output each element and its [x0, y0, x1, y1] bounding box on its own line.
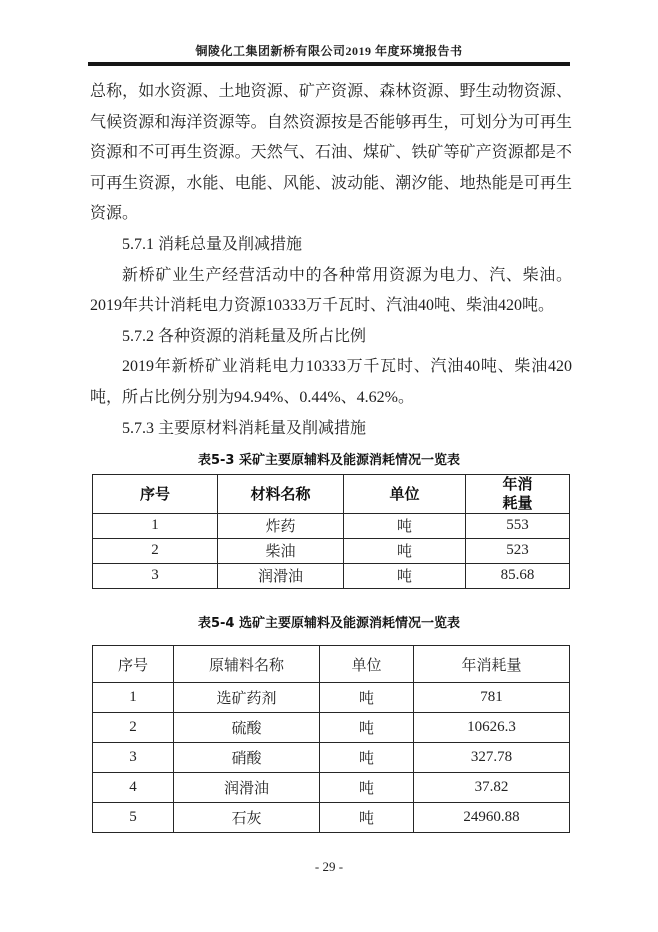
- table-5-4-caption: 表5-4 选矿主要原辅料及能源消耗情况一览表: [197, 616, 460, 631]
- document-header-title: 铜陵化工集团新桥有限公司2019 年度环境报告书: [195, 44, 463, 58]
- column-header-index: 序号: [93, 475, 218, 514]
- table-cell: 吨: [320, 803, 414, 833]
- table-cell: 24960.88: [414, 803, 570, 833]
- intro-paragraph: 总称，如水资源、土地资源、矿产资源、森林资源、野生动物资源、气候资源和海洋资源等。自然资源按是否能够再生，可划分为可再生资源和不可再生资源。天然气、石油、煤矿、铁矿等矿产资源都是不可再生资源，水能、电能、风能、波动能、潮汐能、地热能是可再生资源。: [90, 83, 572, 223]
- table-cell: 10626.3: [414, 713, 570, 743]
- table-cell: 吨: [344, 563, 466, 588]
- table-cell: 吨: [320, 743, 414, 773]
- column-header-index: 序号: [93, 646, 174, 683]
- table-5-3: [92, 474, 570, 589]
- table-row: [93, 743, 570, 773]
- paragraph-5-7-1: 新桥矿业生产经营活动中的各种常用资源为电力、汽、柴油。2019年共计消耗电力资源10333万千瓦时、汽油40吨、柴油420吨。: [90, 266, 572, 315]
- table-cell: 吨: [320, 713, 414, 743]
- table-row: [93, 803, 570, 833]
- table-cell: 2: [93, 538, 218, 563]
- table-cell: 柴油: [218, 538, 344, 563]
- table-cell: 553: [466, 513, 570, 538]
- table-cell: 327.78: [414, 743, 570, 773]
- column-header-annual-consumption: [466, 475, 570, 514]
- table-5-3-caption: 表5-3 采矿主要原辅料及能源消耗情况一览表: [197, 453, 460, 468]
- section-heading-5-7-3: 5.7.3 主要原材料消耗量及削减措施: [122, 419, 367, 437]
- table-cell: 吨: [320, 773, 414, 803]
- table-cell: 781: [414, 683, 570, 713]
- table-cell: 1: [93, 513, 218, 538]
- table-cell: 85.68: [466, 563, 570, 588]
- table-cell: 吨: [320, 683, 414, 713]
- table-row: [93, 713, 570, 743]
- header-rule: [88, 62, 570, 66]
- table-cell: 润滑油: [218, 563, 344, 588]
- table-cell: 选矿药剂: [174, 683, 320, 713]
- section-heading-5-7-2: 5.7.2 各种资源的消耗量及所占比例: [122, 327, 367, 345]
- table-cell: 3: [93, 743, 174, 773]
- table-cell: 石灰: [174, 803, 320, 833]
- table-row: [93, 513, 570, 538]
- table-cell: 吨: [344, 538, 466, 563]
- column-header-annual-consumption: 年消耗量: [414, 646, 570, 683]
- table-header-row: [93, 475, 570, 514]
- table-cell: 3: [93, 563, 218, 588]
- table-cell: 硫酸: [174, 713, 320, 743]
- table-cell: 523: [466, 538, 570, 563]
- document-body: [90, 77, 572, 444]
- column-header-annual-consumption-label: 年消耗量: [502, 475, 533, 512]
- table-row: [93, 773, 570, 803]
- column-header-unit: 单位: [320, 646, 414, 683]
- table-row: [93, 538, 570, 563]
- section-heading-5-7-1: 5.7.1 消耗总量及削减措施: [122, 235, 303, 253]
- column-header-raw-material-name: 原辅料名称: [174, 646, 320, 683]
- table-cell: 4: [93, 773, 174, 803]
- table-row: [93, 683, 570, 713]
- page-number: - 29 -: [314, 859, 344, 874]
- table-row: [93, 563, 570, 588]
- table-cell: 1: [93, 683, 174, 713]
- table-cell: 炸药: [218, 513, 344, 538]
- table-5-4: [92, 645, 570, 833]
- table-cell: 硝酸: [174, 743, 320, 773]
- table-cell: 2: [93, 713, 174, 743]
- column-header-unit: 单位: [344, 475, 466, 514]
- table-cell: 5: [93, 803, 174, 833]
- column-header-material-name: 材料名称: [218, 475, 344, 514]
- table-cell: 吨: [344, 513, 466, 538]
- paragraph-5-7-2: 2019年新桥矿业消耗电力10333万千瓦时、汽油40吨、柴油420吨，所占比例分别为94.94%、0.44%、4.62%。: [90, 358, 572, 406]
- table-cell: 润滑油: [174, 773, 320, 803]
- table-cell: 37.82: [414, 773, 570, 803]
- table-header-row: [93, 646, 570, 683]
